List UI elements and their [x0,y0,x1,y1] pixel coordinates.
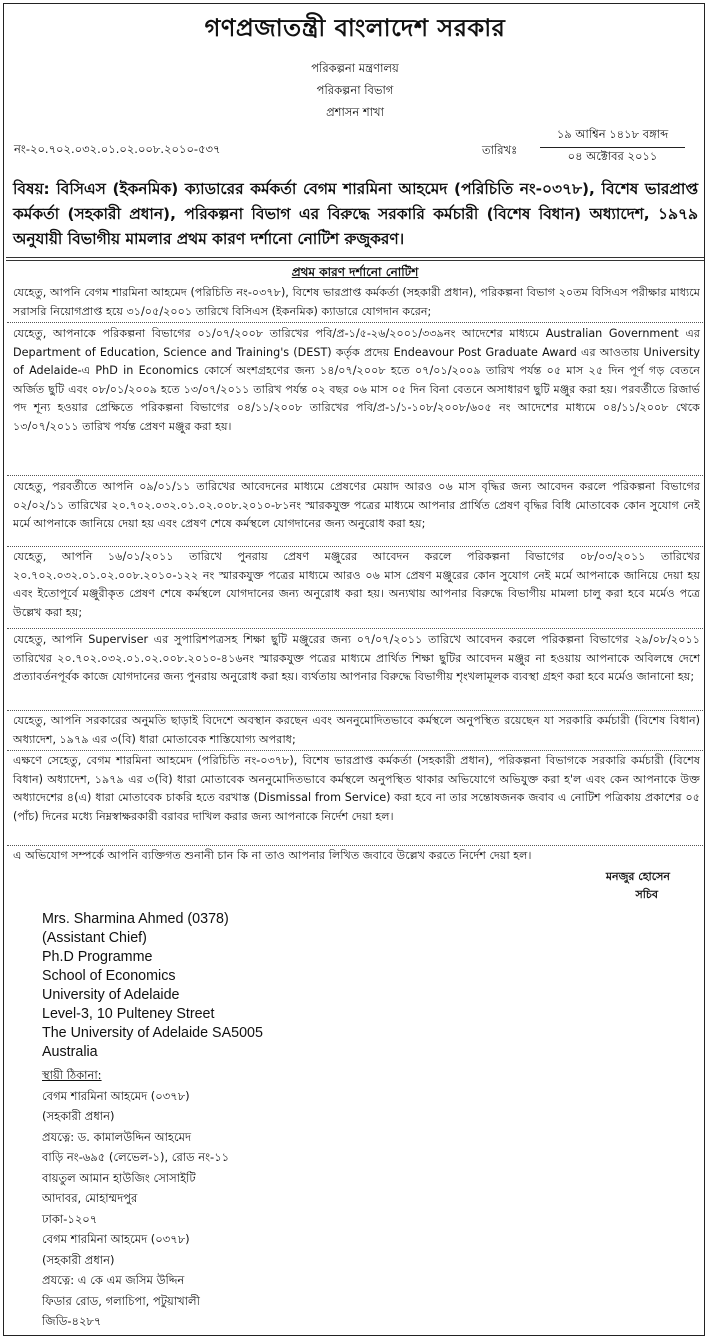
date-bangla: ১৯ আশ্বিন ১৪১৮ বঙ্গাব্দ [540,126,685,148]
permanent-address-label: স্থায়ী ঠিকানা: [42,1068,102,1082]
address-line: জিডি-৪২৮৭ [42,1314,102,1328]
paragraph-4: যেহেতু, আপনি ১৬/০১/২০১১ তারিখে পুনরায় প্রেষণ মঞ্জুরের আবেদন করলে পরিকল্পনা বিভাগের ০৮/০৩/২০১১ তারিখের ২০.৭০২.০৩২.০১.০২.০০৮.২০১০-১২২ নং স্মারকযুক্ত পত্রের মাধ্যমে আরও ০৬ মাস প্রেষণ মঞ্জুরের কোন সুযোগ নেই মর্মে আপনাকে জানিয়ে দেয়া হয় এবং ইতোপূর্বে মঞ্জুরীকৃত প্রেষণ শেষে কর্মস্থলে যোগদানের জন্য অনুরোধ করা হয়। অন্যথায় আপনার বিরুদ্ধে বিভাগীয় মামলা চালু করা হবে মর্মেও পত্রে উল্লেখ করা হয়; [13,550,700,619]
address-abroad [42,910,263,1062]
address-line: University of Adelaide [42,987,180,1003]
paragraph-6: যেহেতু, আপনি সরকারের অনুমতি ছাড়াই বিদেশে অবস্থান করছেন এবং অননুমোদিতভাবে কর্মস্থলে অনুপস্থিত রয়েছেন যা সরকারি কর্মচারী (বিশেষ বিধান) অধ্যাদেশ, ১৯৭৯ এর ৩(বি) ধারা মোতাবেক শাস্তিযোগ্য অপরাধ; [13,714,700,746]
paragraph-8: এ অভিযোগ সম্পর্কে আপনি ব্যক্তিগত শুনানী চান কি না তাও আপনার লিখিত জবাবে উল্লেখ করতে নির্দেশ দেয়া হল। [13,849,532,862]
address-line: বাড়ি নং-৬৯৫ (লেভেল-১), রোড নং-১১ [42,1150,230,1164]
address-line: বায়তুল আমান হাউজিং সোসাইটি [42,1170,196,1185]
address-line: (সহকারী প্রধান) [42,1109,115,1123]
division-name: পরিকল্পনা বিভাগ [316,83,394,97]
notice-heading: প্রথম কারণ দর্শানো নোটিশ [291,265,419,279]
paragraph-7: এক্ষণে সেহেতু, বেগম শারমিনা আহমেদ (পরিচিতি নং-০৩৭৮), বিশেষ ভারপ্রাপ্ত কর্মকর্তা (সহকারী প্রধান), পরিকল্পনা বিভাগকে সরকারি কর্মচারী (বিশেষ বিধান) অধ্যাদেশ, ১৯৭৯ এর ৩(বি) ধারা মোতাবেক অননুমোদিতভাবে কর্মস্থলে অনুপস্থিত থাকার অভিযোগে অভিযুক্ত করা হ'ল এবং কেন আপনাকে উক্ত অধ্যাদেশের ৪(এ) ধারা মোতাবেক চাকরি হতে বরখাস্ত (Dismissal from Service) করা হবে না তার সন্তোষজনক জবাব এ নোটিশ পত্রিকায় প্রকাশের ০৫ (পাঁচ) দিনের মধ্যে নিম্নস্বাক্ষরকারী বরাবর দাখিল করার জন্য আপনাকে নির্দেশ দেয়া হল। [13,754,700,823]
date-english: ০৪ অক্টোবর ২০১১ [567,149,658,163]
ministry-name: পরিকল্পনা মন্ত্রণালয় [311,61,399,75]
paragraph-3: যেহেতু, পরবর্তীতে আপনি ০৯/০১/১১ তারিখের আবেদনের মাধ্যমে প্রেষণের মেয়াদ আরও ০৬ মাস বৃদ্ধির জন্য আবেদন করলে পরিকল্পনা বিভাগের ০২/০২/১১ তারিখের ২০.৭০২.০৩২.০১.০২.০০৮.২০১০-৮১নং স্মারকযুক্ত পত্রের মাধ্যমে আপনার প্রার্থিত প্রেষণ বৃদ্ধির বিধি মোতাবেক কোন সুযোগ নেই মর্মে আপনাকে জানিয়ে দেয়া হয় এবং প্রেষণ শেষে কর্মস্থলে যোগদানের জন্য অনুরোধ করা হয়; [13,480,700,530]
address-line: School of Economics [42,968,176,984]
branch-name: প্রশাসন শাখা [326,105,384,119]
paragraph-separator [7,750,703,751]
subject: বিষয়: বিসিএস (ইকনমিক) ক্যাডারের কর্মকর্তা বেগম শারমিনা আহমেদ (পরিচিতি নং-০৩৭৮), বিশেষ ভারপ্রাপ্ত কর্মকর্তা (সহকারী প্রধান), পরিকল্পনা বিভাগ এর বিরুদ্ধে সরকারি কর্মচারী (বিশেষ বিধান) অধ্যাদেশ, ১৯৭৯ অনুযায়ী বিভাগীয় মামলার প্রথম কারণ দর্শানো নোটিশ রুজুকরণ। [13,180,698,248]
address-line: বেগম শারমিনা আহমেদ (০৩৭৮) [42,1232,190,1246]
paragraph-separator [7,710,703,711]
signatory-designation: সচিব [635,888,658,901]
paragraph-5: যেহেতু, আপনি Superviser এর সুপারিশপত্রসহ শিক্ষা ছুটি মঞ্জুরের জন্য ০৭/০৭/২০১১ তারিখে আবেদন করলে পরিকল্পনা বিভাগের ২৯/০৮/২০১১ তারিখের ২০.৭০২.০৩২.০১.০২.০০৮.২০১০-৪১৬নং স্মারকযুক্ত পত্রের মাধ্যমে প্রার্থিত শিক্ষা ছুটির আবেদন মঞ্জুর না হওয়ায় আপনাকে অবিলম্বে দেশে প্রত্যাবর্তনপূর্বক কাজে যোগদানের জন্য পুনরায় অনুরোধ করা হয়। ব্যর্থতায় আপনার বিরুদ্ধে বিভাগীয় শৃংখলামূলক ব্যবস্থা গ্রহণ করা হবে মর্মেও জানানো হয়; [13,633,700,683]
paragraph-separator [7,845,703,846]
memo-number: নং-২০.৭০২.০৩২.০১.০২.০০৮.২০১০-৫৩৭ [14,142,221,156]
address-line: Level-3, 10 Pulteney Street [42,1006,215,1022]
address-line: Australia [42,1044,98,1060]
address-line: প্রযত্নে: এ কে এম জসিম উদ্দিন [42,1273,185,1287]
address-line: আদাবর, মোহাম্মদপুর [42,1191,138,1205]
address-line: প্রযত্নে: ড. কামালউদ্দিন আহমেদ [42,1129,192,1144]
address-line: ঢাকা-১২০৭ [42,1211,98,1226]
address-line: বেগম শারমিনা আহমেদ (০৩৭৮) [42,1088,190,1103]
government-title: গণপ্রজাতন্ত্রী বাংলাদেশ সরকার [204,13,506,42]
address-line: Mrs. Sharmina Ahmed (0378) [42,911,229,927]
paragraph-separator [7,475,703,476]
divider [6,260,704,261]
signatory-name: মনজুর হোসেন [605,870,670,883]
paragraph-2: যেহেতু, আপনাকে পরিকল্পনা বিভাগের ০১/০৭/২০০৮ তারিখের পবি/প্র-১/৫-২৬/২০০১/৩৩৯নং আদেশের মাধ্যমে Australian Government এর Department of Education, Science and Training's (DEST) কর্তৃক প্রদেয় Endeavour Post Graduate Award এর আওতায় University of Adelaide-এ PhD in Economics কোর্সে অংশগ্রহণের জন্য ১৪/০৭/২০০৮ হতে ০৭/০১/২০০৯ তারিখ পর্যন্ত ০৫ মাস ২৫ দিন পূর্ণ গড় বেতনে অর্জিত ছুটি এবং ০৮/০১/২০০৯ হতে ১৩/০৭/২০১১ তারিখ পর্যন্ত ০২ বছর ০৬ মাস ০৫ দিন বিনা বেতনে অসাধারণ ছুটি মঞ্জুর করা হয়। পরবর্তীতে রিজার্ভ পদ শূন্য হওয়ার প্রেক্ষিতে পরিকল্পনা বিভাগের ০৪/১১/২০০৮ তারিখের পবি/প্র-১/১-১০৮/২০০৮/৬০৫ নং আদেশের মাধ্যমে ০৪/১১/২০০৮ থেকে ১৩/০৭/২০১১ তারিখ পর্যন্ত প্রেষণ মঞ্জুর করা হয়। [13,327,700,433]
address-line: Ph.D Programme [42,949,153,965]
date-label: তারিখঃ [482,143,518,157]
paragraph-1: যেহেতু, আপনি বেগম শারমিনা আহমেদ (পরিচিতি নং-০৩৭৮), বিশেষ ভারপ্রাপ্ত কর্মকর্তা (সহকারী প্রধান), পরিকল্পনা বিভাগ ২০তম বিসিএস পরীক্ষার মাধ্যমে সরাসরি নিয়োগপ্রাপ্ত হয়ে ৩১/০৫/২০০১ তারিখে বিসিএস (ইকনমিক) ক্যাডারে যোগদান করেন; [13,286,700,318]
address-line: (সহকারী প্রধান) [42,1252,115,1267]
address-line: ফিডার রোড, গলাচিপা, পটুয়াখালী [42,1293,200,1308]
paragraph-separator [7,546,703,547]
address-line: The University of Adelaide SA5005 [42,1025,263,1041]
paragraph-separator [7,322,703,323]
address-line: (Assistant Chief) [42,930,147,946]
divider [6,257,704,258]
permanent-address [42,1065,229,1332]
paragraph-separator [7,628,703,629]
